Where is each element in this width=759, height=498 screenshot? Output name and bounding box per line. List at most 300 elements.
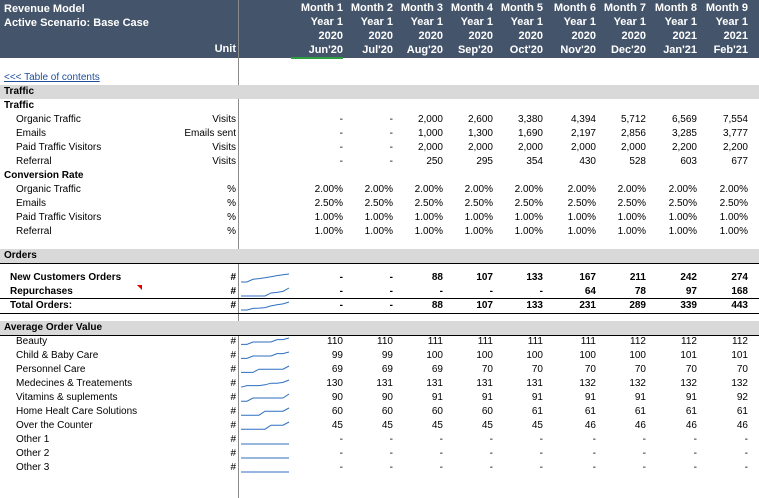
- value-cell[interactable]: 2,000: [417, 114, 443, 125]
- value-cell[interactable]: 107: [476, 300, 493, 311]
- value-cell[interactable]: 133: [526, 300, 543, 311]
- unit-cell[interactable]: #: [230, 272, 236, 283]
- value-cell[interactable]: 110: [327, 336, 343, 347]
- row-label[interactable]: Conversion Rate: [4, 170, 84, 181]
- value-cell[interactable]: 1,690: [517, 128, 543, 139]
- value-cell[interactable]: -: [642, 448, 646, 459]
- value-cell[interactable]: -: [389, 462, 393, 473]
- row-label[interactable]: Medecines & Treatements: [16, 378, 133, 389]
- calendar-year: 2021: [672, 30, 697, 42]
- value-cell[interactable]: 3,777: [722, 128, 748, 139]
- value-cell[interactable]: 2,200: [722, 142, 748, 153]
- unit-cell[interactable]: %: [227, 198, 236, 209]
- value-cell[interactable]: -: [744, 448, 748, 459]
- period-date: Sep'20: [457, 44, 493, 56]
- value-cell[interactable]: 1.00%: [617, 226, 646, 237]
- value-cell[interactable]: -: [489, 286, 493, 297]
- header-band: [0, 0, 759, 58]
- value-cell[interactable]: 111: [527, 336, 543, 347]
- comment-indicator-icon[interactable]: [137, 285, 142, 290]
- value-cell[interactable]: 69: [431, 364, 443, 375]
- value-cell[interactable]: 131: [476, 378, 493, 389]
- section-header: [0, 321, 759, 336]
- value-cell[interactable]: 3,380: [517, 114, 543, 125]
- unit-cell[interactable]: Visits: [212, 114, 236, 125]
- value-cell[interactable]: 1.00%: [464, 212, 493, 223]
- value-cell[interactable]: -: [339, 128, 343, 139]
- value-cell[interactable]: 132: [731, 378, 748, 389]
- value-cell[interactable]: -: [339, 434, 343, 445]
- row-label[interactable]: Orders: [4, 250, 37, 261]
- value-cell[interactable]: 2.50%: [719, 198, 748, 209]
- year-label: Year 1: [613, 16, 646, 28]
- sparkline: [240, 336, 292, 348]
- month-header: [544, 1, 596, 57]
- value-cell[interactable]: 4,394: [570, 114, 596, 125]
- row-label[interactable]: Child & Baby Care: [16, 350, 99, 361]
- value-cell[interactable]: 107: [476, 272, 493, 283]
- value-cell[interactable]: 2.50%: [364, 198, 393, 209]
- table-row: [0, 141, 759, 155]
- value-cell[interactable]: -: [592, 462, 596, 473]
- value-cell[interactable]: -: [693, 448, 697, 459]
- value-cell[interactable]: 2.00%: [314, 184, 343, 195]
- value-cell[interactable]: 69: [331, 364, 343, 375]
- month-number: Month 5: [500, 2, 543, 14]
- value-cell[interactable]: 45: [331, 420, 343, 431]
- table-row: [0, 363, 759, 377]
- value-cell[interactable]: -: [389, 114, 393, 125]
- value-cell[interactable]: 1.00%: [514, 226, 543, 237]
- value-cell[interactable]: 528: [629, 156, 646, 167]
- sparkline: [240, 420, 292, 432]
- row-label[interactable]: New Customers Orders: [10, 272, 122, 283]
- month-header: [341, 1, 393, 57]
- unit-cell[interactable]: #: [230, 406, 236, 417]
- value-cell[interactable]: 90: [381, 392, 393, 403]
- value-cell[interactable]: 1,300: [467, 128, 493, 139]
- unit-cell[interactable]: #: [230, 364, 236, 375]
- value-cell[interactable]: 91: [584, 392, 596, 403]
- month-header: [441, 1, 493, 57]
- value-cell[interactable]: 70: [736, 364, 748, 375]
- value-cell[interactable]: 677: [731, 156, 748, 167]
- sparkline: [240, 300, 292, 312]
- value-cell[interactable]: 61: [584, 406, 596, 417]
- sparkline-path: [241, 338, 289, 344]
- value-cell[interactable]: 1.00%: [364, 212, 393, 223]
- value-cell[interactable]: 1.00%: [464, 226, 493, 237]
- value-cell[interactable]: 2.00%: [364, 184, 393, 195]
- row-label[interactable]: Paid Traffic Visitors: [16, 212, 102, 223]
- unit-cell[interactable]: %: [227, 226, 236, 237]
- value-cell[interactable]: -: [592, 448, 596, 459]
- value-cell[interactable]: -: [592, 434, 596, 445]
- value-cell[interactable]: -: [439, 434, 443, 445]
- value-cell[interactable]: 70: [584, 364, 596, 375]
- value-cell[interactable]: 2,000: [517, 142, 543, 153]
- sparkline-path: [241, 422, 289, 429]
- value-cell[interactable]: 91: [634, 392, 646, 403]
- row-label[interactable]: Emails: [16, 198, 47, 209]
- sparkline-path: [241, 302, 289, 310]
- value-cell[interactable]: 443: [731, 300, 748, 311]
- row-label[interactable]: Organic Traffic: [16, 184, 81, 195]
- year-label: Year 1: [510, 16, 543, 28]
- row-label[interactable]: Traffic: [4, 86, 35, 97]
- value-cell[interactable]: -: [389, 448, 393, 459]
- value-cell[interactable]: 60: [331, 406, 343, 417]
- sparkline-path: [241, 366, 289, 372]
- row-label[interactable]: Average Order Value: [4, 322, 103, 333]
- value-cell[interactable]: -: [439, 462, 443, 473]
- value-cell[interactable]: 131: [376, 378, 393, 389]
- sparkline: [240, 364, 292, 376]
- value-cell[interactable]: 133: [526, 272, 543, 283]
- value-cell[interactable]: 1.00%: [617, 212, 646, 223]
- value-cell[interactable]: -: [389, 156, 393, 167]
- value-cell[interactable]: 111: [427, 336, 443, 347]
- value-cell[interactable]: 1.00%: [668, 226, 697, 237]
- value-cell[interactable]: 100: [579, 350, 596, 361]
- period-date: Jun'20: [291, 43, 343, 59]
- month-number: Month 9: [705, 2, 748, 14]
- value-cell[interactable]: 231: [579, 300, 596, 311]
- table-row: [0, 225, 759, 239]
- sparkline: [240, 286, 292, 298]
- value-cell[interactable]: 1.00%: [414, 226, 443, 237]
- value-cell[interactable]: 101: [680, 350, 697, 361]
- unit-cell[interactable]: #: [230, 392, 236, 403]
- value-cell[interactable]: 2.00%: [617, 184, 646, 195]
- row-label[interactable]: Other 1: [16, 434, 50, 445]
- unit-cell[interactable]: #: [230, 286, 236, 297]
- value-cell[interactable]: 46: [634, 420, 646, 431]
- value-cell[interactable]: 132: [680, 378, 697, 389]
- period-date: Dec'20: [610, 44, 646, 56]
- calendar-year: 2020: [368, 30, 393, 42]
- value-cell[interactable]: 1.00%: [567, 226, 596, 237]
- unit-cell[interactable]: %: [227, 184, 236, 195]
- value-cell[interactable]: 2.50%: [414, 198, 443, 209]
- value-cell[interactable]: -: [339, 272, 343, 283]
- row-label[interactable]: Referral: [16, 156, 52, 167]
- value-cell[interactable]: 130: [326, 378, 343, 389]
- value-cell[interactable]: -: [489, 448, 493, 459]
- value-cell[interactable]: -: [693, 434, 697, 445]
- value-cell[interactable]: 2.00%: [719, 184, 748, 195]
- value-cell[interactable]: -: [744, 462, 748, 473]
- value-cell[interactable]: 61: [685, 406, 697, 417]
- value-cell[interactable]: 69: [381, 364, 393, 375]
- value-cell[interactable]: 3,285: [671, 128, 697, 139]
- value-cell[interactable]: 1.00%: [567, 212, 596, 223]
- value-cell[interactable]: 131: [426, 378, 443, 389]
- row-label[interactable]: Other 2: [16, 448, 50, 459]
- row-label[interactable]: Organic Traffic: [16, 114, 81, 125]
- value-cell[interactable]: 354: [526, 156, 543, 167]
- value-cell[interactable]: 46: [584, 420, 596, 431]
- value-cell[interactable]: 2,197: [570, 128, 596, 139]
- value-cell[interactable]: 2,600: [467, 114, 493, 125]
- value-cell[interactable]: 97: [685, 286, 697, 297]
- value-cell[interactable]: 1.00%: [514, 212, 543, 223]
- value-cell[interactable]: 1.00%: [414, 212, 443, 223]
- value-cell[interactable]: 2.00%: [514, 184, 543, 195]
- value-cell[interactable]: 211: [629, 272, 646, 283]
- year-label: Year 1: [310, 16, 343, 28]
- calendar-year: 2020: [518, 30, 543, 42]
- row-label[interactable]: Home Healt Care Solutions: [16, 406, 138, 417]
- value-cell[interactable]: 112: [681, 336, 697, 347]
- sparkline-path: [241, 394, 289, 401]
- value-cell[interactable]: 60: [481, 406, 493, 417]
- value-cell[interactable]: 274: [731, 272, 748, 283]
- value-cell[interactable]: 46: [685, 420, 697, 431]
- value-cell[interactable]: 2,856: [620, 128, 646, 139]
- row-label[interactable]: Other 3: [16, 462, 50, 473]
- value-cell[interactable]: 70: [481, 364, 493, 375]
- value-cell[interactable]: -: [339, 462, 343, 473]
- value-cell[interactable]: 2,000: [620, 142, 646, 153]
- value-cell[interactable]: -: [339, 300, 343, 311]
- value-cell[interactable]: 430: [579, 156, 596, 167]
- value-cell[interactable]: 100: [629, 350, 646, 361]
- value-cell[interactable]: -: [439, 286, 443, 297]
- value-cell[interactable]: 90: [331, 392, 343, 403]
- sparkline-path: [241, 408, 289, 415]
- calendar-year: 2020: [418, 30, 443, 42]
- value-cell[interactable]: -: [744, 434, 748, 445]
- value-cell[interactable]: 100: [526, 350, 543, 361]
- value-cell[interactable]: 2.00%: [414, 184, 443, 195]
- value-cell[interactable]: 5,712: [620, 114, 646, 125]
- calendar-year: 2020: [468, 30, 493, 42]
- unit-cell[interactable]: Visits: [212, 142, 236, 153]
- unit-cell[interactable]: Visits: [212, 156, 236, 167]
- value-cell[interactable]: 2.00%: [567, 184, 596, 195]
- value-cell[interactable]: -: [389, 286, 393, 297]
- sparkline-path: [241, 352, 289, 358]
- period-date: Aug'20: [406, 44, 443, 56]
- value-cell[interactable]: 99: [331, 350, 343, 361]
- month-number: Month 1: [300, 2, 343, 14]
- year-label: Year 1: [715, 16, 748, 28]
- value-cell[interactable]: 2.50%: [464, 198, 493, 209]
- month-number: Month 8: [654, 2, 697, 14]
- row-label[interactable]: Emails: [16, 128, 47, 139]
- value-cell[interactable]: 61: [634, 406, 646, 417]
- value-cell[interactable]: -: [389, 434, 393, 445]
- value-cell[interactable]: -: [539, 434, 543, 445]
- value-cell[interactable]: 132: [579, 378, 596, 389]
- value-cell[interactable]: 2.50%: [514, 198, 543, 209]
- value-cell[interactable]: 2.50%: [567, 198, 596, 209]
- year-label: Year 1: [460, 16, 493, 28]
- value-cell[interactable]: 1.00%: [314, 226, 343, 237]
- value-cell[interactable]: -: [642, 462, 646, 473]
- value-cell[interactable]: -: [339, 448, 343, 459]
- unit-cell[interactable]: #: [230, 420, 236, 431]
- table-row: [0, 211, 759, 225]
- row-label[interactable]: Traffic: [4, 100, 35, 111]
- value-cell[interactable]: -: [489, 434, 493, 445]
- value-cell[interactable]: -: [539, 448, 543, 459]
- value-cell[interactable]: -: [489, 462, 493, 473]
- value-cell[interactable]: 1,000: [417, 128, 443, 139]
- value-cell[interactable]: -: [339, 142, 343, 153]
- unit-cell[interactable]: #: [230, 448, 236, 459]
- calendar-year: 2020: [318, 30, 343, 42]
- subsection-header: [0, 99, 759, 113]
- value-cell[interactable]: 99: [381, 350, 393, 361]
- row-label[interactable]: Repurchases: [10, 286, 73, 297]
- table-row: [0, 299, 759, 313]
- value-cell[interactable]: 60: [381, 406, 393, 417]
- value-cell[interactable]: 131: [526, 378, 543, 389]
- value-cell[interactable]: 91: [481, 392, 493, 403]
- unit-cell[interactable]: #: [230, 300, 236, 311]
- calendar-year: 2020: [621, 30, 646, 42]
- value-cell[interactable]: 132: [629, 378, 646, 389]
- row-label[interactable]: Total Orders:: [10, 300, 73, 311]
- value-cell[interactable]: 1.00%: [364, 226, 393, 237]
- month-number: Month 3: [400, 2, 443, 14]
- value-cell[interactable]: 1.00%: [668, 212, 697, 223]
- value-cell[interactable]: -: [389, 128, 393, 139]
- value-cell[interactable]: 100: [476, 350, 493, 361]
- value-cell[interactable]: 2.00%: [668, 184, 697, 195]
- table-row: [0, 335, 759, 349]
- value-cell[interactable]: 88: [431, 300, 443, 311]
- total-top-rule: [0, 298, 759, 299]
- month-number: Month 2: [350, 2, 393, 14]
- value-cell[interactable]: 61: [531, 406, 543, 417]
- total-bottom-rule: [0, 313, 759, 314]
- unit-cell[interactable]: #: [230, 350, 236, 361]
- value-cell[interactable]: 2,000: [417, 142, 443, 153]
- row-label[interactable]: Paid Traffic Visitors: [16, 142, 102, 153]
- row-label[interactable]: Personnel Care: [16, 364, 86, 375]
- value-cell[interactable]: -: [439, 448, 443, 459]
- value-cell[interactable]: 112: [732, 336, 748, 347]
- value-cell[interactable]: 1.00%: [719, 212, 748, 223]
- value-cell[interactable]: 167: [579, 272, 596, 283]
- value-cell[interactable]: -: [389, 142, 393, 153]
- value-cell[interactable]: 111: [477, 336, 493, 347]
- table-row: [0, 391, 759, 405]
- sparkline: [240, 272, 292, 284]
- unit-cell[interactable]: #: [230, 336, 236, 347]
- value-cell[interactable]: -: [339, 114, 343, 125]
- value-cell[interactable]: 242: [680, 272, 697, 283]
- value-cell[interactable]: 2,000: [467, 142, 493, 153]
- row-label[interactable]: Over the Counter: [16, 420, 93, 431]
- row-label[interactable]: Referral: [16, 226, 52, 237]
- value-cell[interactable]: -: [389, 300, 393, 311]
- unit-cell[interactable]: Emails sent: [184, 128, 236, 139]
- value-cell[interactable]: 88: [431, 272, 443, 283]
- value-cell[interactable]: -: [389, 272, 393, 283]
- value-cell[interactable]: 339: [680, 300, 697, 311]
- value-cell[interactable]: 2.50%: [314, 198, 343, 209]
- value-cell[interactable]: 2,200: [671, 142, 697, 153]
- value-cell[interactable]: 2.00%: [464, 184, 493, 195]
- table-row: [0, 113, 759, 127]
- subsection-header: [0, 169, 759, 183]
- month-number: Month 6: [553, 2, 596, 14]
- value-cell[interactable]: 2.50%: [617, 198, 646, 209]
- value-cell[interactable]: -: [339, 156, 343, 167]
- value-cell[interactable]: 2,000: [570, 142, 596, 153]
- unit-cell[interactable]: #: [230, 378, 236, 389]
- value-cell[interactable]: 64: [584, 286, 596, 297]
- month-header: [491, 1, 543, 57]
- value-cell[interactable]: -: [693, 462, 697, 473]
- value-cell[interactable]: 46: [736, 420, 748, 431]
- value-cell[interactable]: 91: [531, 392, 543, 403]
- value-cell[interactable]: -: [339, 286, 343, 297]
- value-cell[interactable]: 603: [680, 156, 697, 167]
- row-label[interactable]: Vitamins & suplements: [16, 392, 118, 403]
- value-cell[interactable]: 78: [634, 286, 646, 297]
- value-cell[interactable]: 289: [629, 300, 646, 311]
- unit-cell[interactable]: #: [230, 434, 236, 445]
- value-cell[interactable]: 101: [731, 350, 748, 361]
- value-cell[interactable]: 60: [431, 406, 443, 417]
- value-cell[interactable]: 7,554: [722, 114, 748, 125]
- sparkline: [240, 448, 292, 460]
- sparkline-path: [241, 288, 289, 296]
- value-cell[interactable]: 92: [736, 392, 748, 403]
- value-cell[interactable]: 110: [377, 336, 393, 347]
- value-cell[interactable]: 295: [476, 156, 493, 167]
- value-cell[interactable]: 2.50%: [668, 198, 697, 209]
- value-cell[interactable]: -: [539, 286, 543, 297]
- sparkline-path: [241, 274, 289, 282]
- value-cell[interactable]: 91: [431, 392, 443, 403]
- value-cell[interactable]: 112: [630, 336, 646, 347]
- month-header: [594, 1, 646, 57]
- value-cell[interactable]: 250: [426, 156, 443, 167]
- unit-cell[interactable]: %: [227, 212, 236, 223]
- value-cell[interactable]: 1.00%: [314, 212, 343, 223]
- value-cell[interactable]: 70: [531, 364, 543, 375]
- value-cell[interactable]: 45: [431, 420, 443, 431]
- unit-cell[interactable]: #: [230, 462, 236, 473]
- table-row: [0, 197, 759, 211]
- value-cell[interactable]: 100: [426, 350, 443, 361]
- value-cell[interactable]: -: [642, 434, 646, 445]
- value-cell[interactable]: 45: [481, 420, 493, 431]
- table-of-contents-link[interactable]: <<< Table of contents: [4, 72, 100, 83]
- table-row: [0, 271, 759, 285]
- value-cell[interactable]: 6,569: [671, 114, 697, 125]
- table-row: [0, 461, 759, 475]
- value-cell[interactable]: 45: [381, 420, 393, 431]
- sparkline: [240, 350, 292, 362]
- row-label[interactable]: Beauty: [16, 336, 48, 347]
- value-cell[interactable]: 111: [580, 336, 596, 347]
- value-cell[interactable]: 168: [731, 286, 748, 297]
- value-cell[interactable]: 1.00%: [719, 226, 748, 237]
- value-cell[interactable]: -: [539, 462, 543, 473]
- value-cell[interactable]: 91: [685, 392, 697, 403]
- value-cell[interactable]: 70: [685, 364, 697, 375]
- value-cell[interactable]: 70: [634, 364, 646, 375]
- value-cell[interactable]: 61: [736, 406, 748, 417]
- value-cell[interactable]: 45: [531, 420, 543, 431]
